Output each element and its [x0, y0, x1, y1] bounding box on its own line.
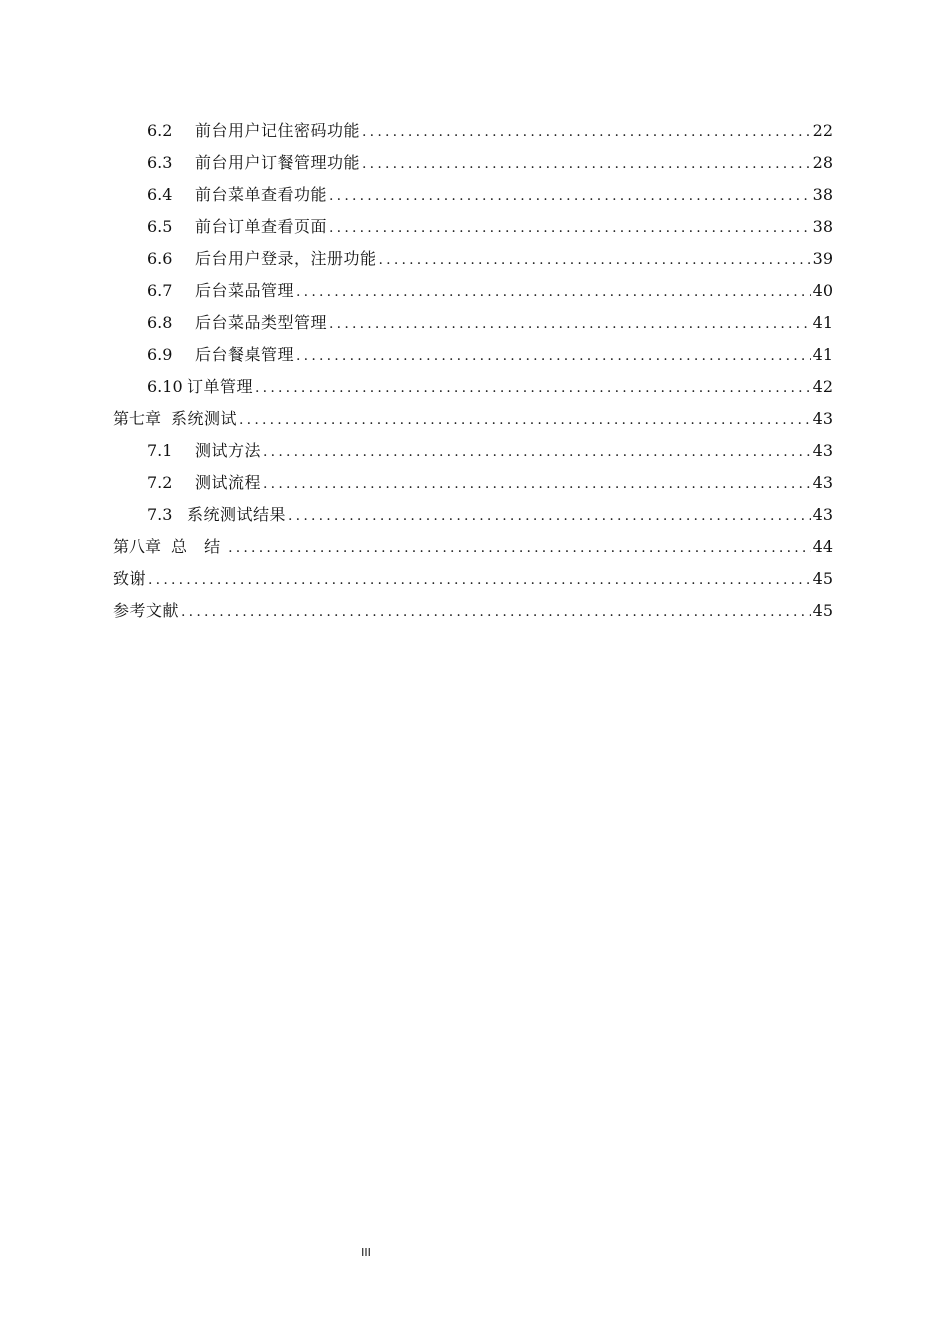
toc-entry-7-3[interactable] — [113, 499, 833, 531]
toc-entry-title: 测试流程 — [195, 473, 262, 492]
toc-dot-leader — [263, 468, 811, 500]
toc-entry-title: 前台用户记住密码功能 — [195, 121, 361, 140]
toc-entry-number: 6.10 — [147, 377, 183, 396]
toc-dot-leader — [379, 244, 811, 276]
toc-entry-6-3[interactable] — [113, 147, 833, 179]
toc-entry-page: 43 — [812, 473, 833, 492]
toc-dot-leader — [288, 500, 811, 532]
toc-dot-leader — [181, 596, 811, 628]
toc-entry-6-9[interactable] — [113, 339, 833, 371]
toc-entry-number: 6.3 — [147, 153, 173, 172]
toc-entry-number: 6.6 — [147, 249, 173, 268]
toc-entry-number: 6.7 — [147, 281, 173, 300]
toc-entry-6-10[interactable] — [113, 371, 833, 403]
toc-dot-leader — [329, 308, 811, 340]
toc-chapter-title: 致谢 — [113, 569, 147, 588]
toc-entry-title: 前台用户订餐管理功能 — [195, 153, 361, 172]
toc-entry-number: 7.3 — [147, 505, 173, 524]
toc-entry-page: 43 — [812, 505, 833, 524]
toc-chapter-title: 系统测试 — [171, 409, 238, 428]
toc-entry-title: 后台菜品管理 — [195, 281, 295, 300]
toc-dot-leader — [263, 436, 811, 468]
toc-entry-7-1[interactable] — [113, 435, 833, 467]
toc-entry-6-5[interactable] — [113, 211, 833, 243]
toc-dot-leader — [228, 532, 811, 564]
toc-entry-title: 系统测试结果 — [187, 505, 287, 524]
toc-entry-page: 38 — [812, 185, 833, 204]
toc-entry-7-2[interactable] — [113, 467, 833, 499]
toc-entry-number: 6.4 — [147, 185, 173, 204]
toc-entry-page: 40 — [812, 281, 833, 300]
toc-entry-page: 41 — [812, 313, 833, 332]
toc-chapter-number: 第七章 — [113, 409, 162, 428]
toc-entry-6-6[interactable] — [113, 243, 833, 275]
toc-entry-page: 45 — [812, 569, 833, 588]
toc-entry-page: 43 — [812, 409, 833, 428]
toc-acknowledgements[interactable] — [113, 563, 833, 595]
toc-entry-6-4[interactable] — [113, 179, 833, 211]
toc-entry-title: 前台菜单查看功能 — [195, 185, 328, 204]
toc-dot-leader — [362, 148, 811, 180]
toc-chapter-title: 参考文献 — [113, 601, 180, 620]
toc-entry-6-7[interactable] — [113, 275, 833, 307]
toc-references[interactable] — [113, 595, 833, 627]
toc-entry-page: 44 — [812, 537, 833, 556]
toc-entry-page: 28 — [812, 153, 833, 172]
table-of-contents — [113, 115, 833, 627]
toc-entry-page: 43 — [812, 441, 833, 460]
toc-entry-title: 前台订单查看页面 — [195, 217, 328, 236]
toc-entry-title: 测试方法 — [195, 441, 262, 460]
toc-entry-page: 41 — [812, 345, 833, 364]
toc-entry-number: 6.9 — [147, 345, 173, 364]
toc-entry-title: 订单管理 — [187, 377, 254, 396]
toc-entry-number: 6.8 — [147, 313, 173, 332]
toc-chapter-title: 总 结 — [171, 537, 227, 556]
toc-entry-number: 6.2 — [147, 121, 173, 140]
toc-entry-6-8[interactable] — [113, 307, 833, 339]
toc-entry-page: 39 — [812, 249, 833, 268]
toc-entry-number: 7.1 — [147, 441, 173, 460]
toc-dot-leader — [296, 340, 811, 372]
toc-entry-page: 22 — [812, 121, 833, 140]
toc-entry-page: 42 — [812, 377, 833, 396]
toc-dot-leader — [239, 404, 811, 436]
toc-entry-number: 7.2 — [147, 473, 173, 492]
toc-chapter-8[interactable] — [113, 531, 833, 563]
toc-entry-page: 38 — [812, 217, 833, 236]
toc-entry-number: 6.5 — [147, 217, 173, 236]
toc-entry-title: 后台用户登录，注册功能 — [195, 249, 377, 268]
toc-dot-leader — [329, 212, 811, 244]
toc-dot-leader — [362, 116, 811, 148]
page-number: III — [361, 1246, 371, 1259]
toc-dot-leader — [148, 564, 811, 596]
toc-dot-leader — [296, 276, 811, 308]
toc-entry-6-2[interactable] — [113, 115, 833, 147]
toc-entry-title: 后台菜品类型管理 — [195, 313, 328, 332]
toc-entry-title: 后台餐桌管理 — [195, 345, 295, 364]
toc-chapter-7[interactable] — [113, 403, 833, 435]
toc-entry-page: 45 — [812, 601, 833, 620]
toc-dot-leader — [329, 180, 811, 212]
toc-chapter-number: 第八章 — [113, 537, 162, 556]
toc-dot-leader — [255, 372, 811, 404]
